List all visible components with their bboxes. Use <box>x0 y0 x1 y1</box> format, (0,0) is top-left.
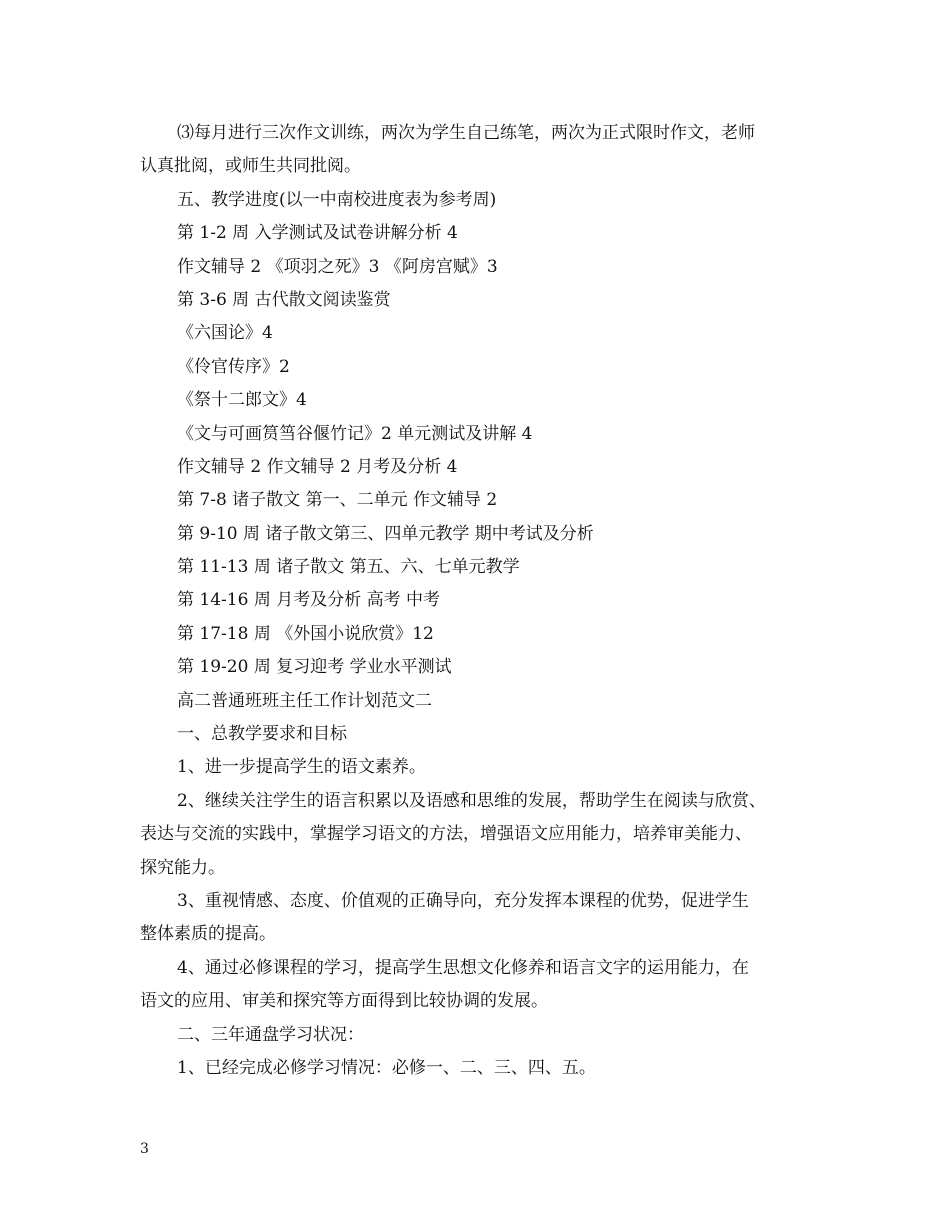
text-line: 第 17-18 周 《外国小说欣赏》12 <box>177 623 434 644</box>
text-line: 第 9-10 周 诸子散文第三、四单元教学 期中考试及分析 <box>177 523 594 544</box>
text-line: 《祭十二郎文》4 <box>177 390 307 411</box>
text-line: 认真批阅，或师生共同批阅。 <box>140 156 361 177</box>
text-line: 五、教学进度(以一中南校进度表为参考周) <box>177 189 497 210</box>
text-line: 高二普通班班主任工作计划范文二 <box>177 690 432 711</box>
text-line: 表达与交流的实践中，掌握学习语文的方法，增强语文应用能力，培养审美能力、 <box>140 824 752 845</box>
text-line: 作文辅导 2 作文辅导 2 月考及分析 4 <box>177 456 458 477</box>
text-line: 2、继续关注学生的语言积累以及语感和思维的发展，帮助学生在阅读与欣赏、 <box>177 790 766 811</box>
text-line: 第 3-6 周 古代散文阅读鉴赏 <box>177 289 391 310</box>
text-line: ⑶每月进行三次作文训练，两次为学生自己练笔，两次为正式限时作文，老师 <box>177 123 755 143</box>
text-line: 1、进一步提高学生的语文素养。 <box>177 757 426 778</box>
text-line: 一、总教学要求和目标 <box>177 724 347 745</box>
text-line: 语文的应用、审美和探究等方面得到比较协调的发展。 <box>140 991 548 1012</box>
text-line: 4、通过必修课程的学习，提高学生思想文化修养和语言文字的运用能力，在 <box>177 957 749 978</box>
text-line: 第 14-16 周 月考及分析 高考 中考 <box>177 590 441 611</box>
page-number: 3 <box>140 1141 149 1157</box>
text-line: 作文辅导 2 《项羽之死》3 《阿房宫赋》3 <box>177 256 498 277</box>
text-line: 第 19-20 周 复习迎考 学业水平测试 <box>177 657 452 678</box>
text-line: 《文与可画筼筜谷偃竹记》2 单元测试及讲解 4 <box>177 423 533 444</box>
text-line: 3、重视情感、态度、价值观的正确导向，充分发挥本课程的优势，促进学生 <box>177 890 749 911</box>
text-line: 1、已经完成必修学习情况：必修一、二、三、四、五。 <box>177 1057 596 1078</box>
document-body <box>140 117 820 1085</box>
text-line: 第 7-8 诸子散文 第一、二单元 作文辅导 2 <box>177 490 498 511</box>
text-line: 整体素质的提高。 <box>140 924 276 945</box>
text-line: 《伶官传序》2 <box>177 356 290 377</box>
text-line: 二、三年通盘学习状况： <box>177 1024 364 1045</box>
text-line: 《六国论》4 <box>177 323 273 344</box>
text-line: 探究能力。 <box>140 857 225 878</box>
text-line: 第 1-2 周 入学测试及试卷讲解分析 4 <box>177 223 458 244</box>
text-line: 第 11-13 周 诸子散文 第五、六、七单元教学 <box>177 557 520 578</box>
